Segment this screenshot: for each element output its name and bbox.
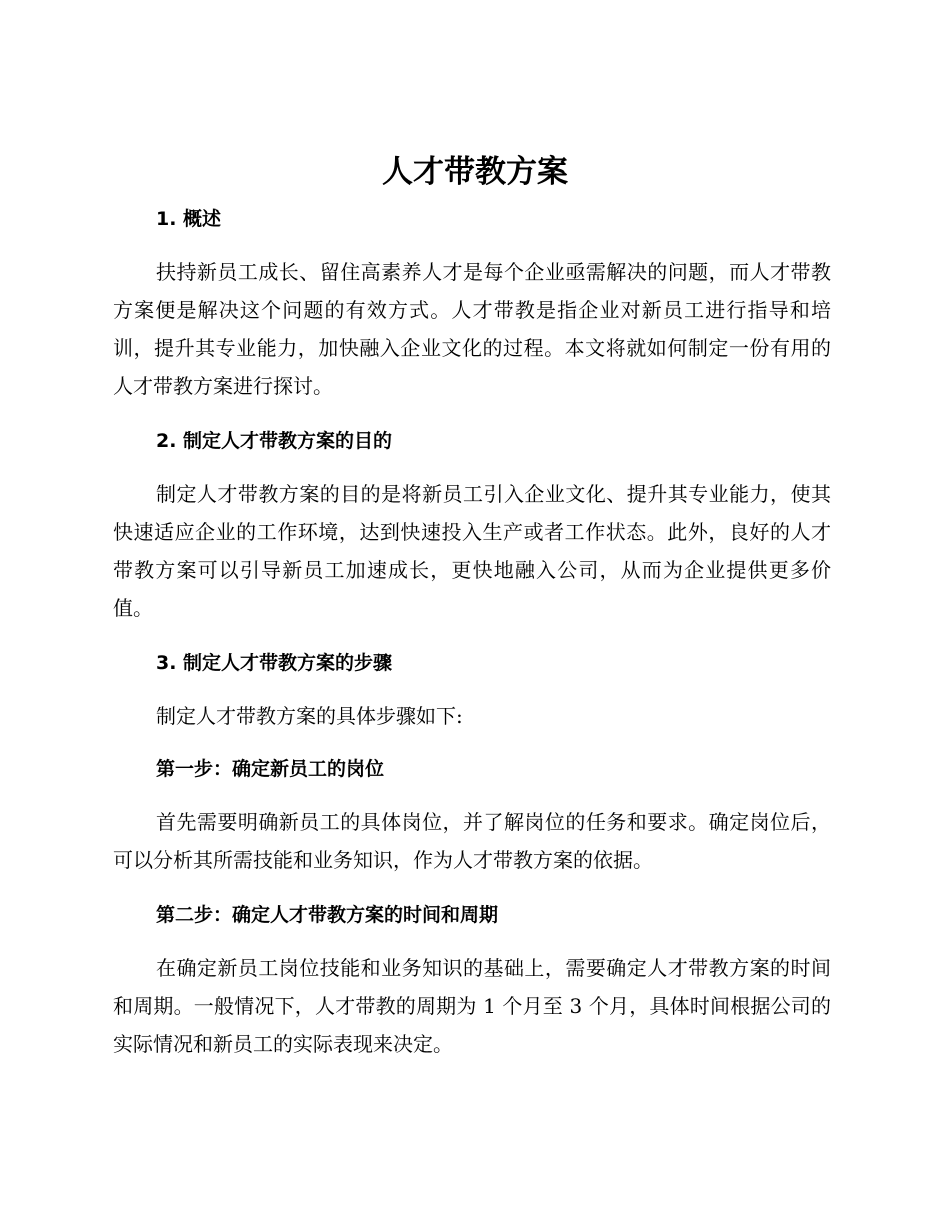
step-heading-2: 第二步：确定人才带教方案的时间和周期 [156,904,499,926]
section-heading-overview: 1. 概述 [156,208,222,230]
section-paragraph-purpose: 制定人才带教方案的目的是将新员工引入企业文化、提升其专业能力，使其快速适应企业的工作环境，达到快速投入生产或者工作状态。此外，良好的人才带教方案可以引导新员工加速成长，更快地融入公司，从而为企业提供更多价值。 [113,482,831,620]
document-body [113,200,831,1063]
section-heading-steps: 3. 制定人才带教方案的步骤 [156,652,393,674]
step-heading-1: 第一步：确定新员工的岗位 [156,758,385,780]
section-paragraph-overview: 扶持新员工成长、留住高素养人才是每个企业亟需解决的问题，而人才带教方案便是解决这个问题的有效方式。人才带教是指企业对新员工进行指导和培训，提升其专业能力，加快融入企业文化的过程。本文将就如何制定一份有用的人才带教方案进行探讨。 [113,260,831,398]
step-paragraph-2: 在确定新员工岗位技能和业务知识的基础上，需要确定人才带教方案的时间和周期。一般情况下，人才带教的周期为 1 个月至 3 个月，具体时间根据公司的实际情况和新员工的实际表现来决定。 [113,956,831,1056]
section-paragraph-steps: 制定人才带教方案的具体步骤如下: [156,704,463,728]
section-heading-purpose: 2. 制定人才带教方案的目的 [156,430,393,452]
document-title: 人才带教方案 [382,154,568,190]
step-paragraph-1: 首先需要明确新员工的具体岗位，并了解岗位的任务和要求。确定岗位后，可以分析其所需技能和业务知识，作为人才带教方案的依据。 [113,810,831,872]
